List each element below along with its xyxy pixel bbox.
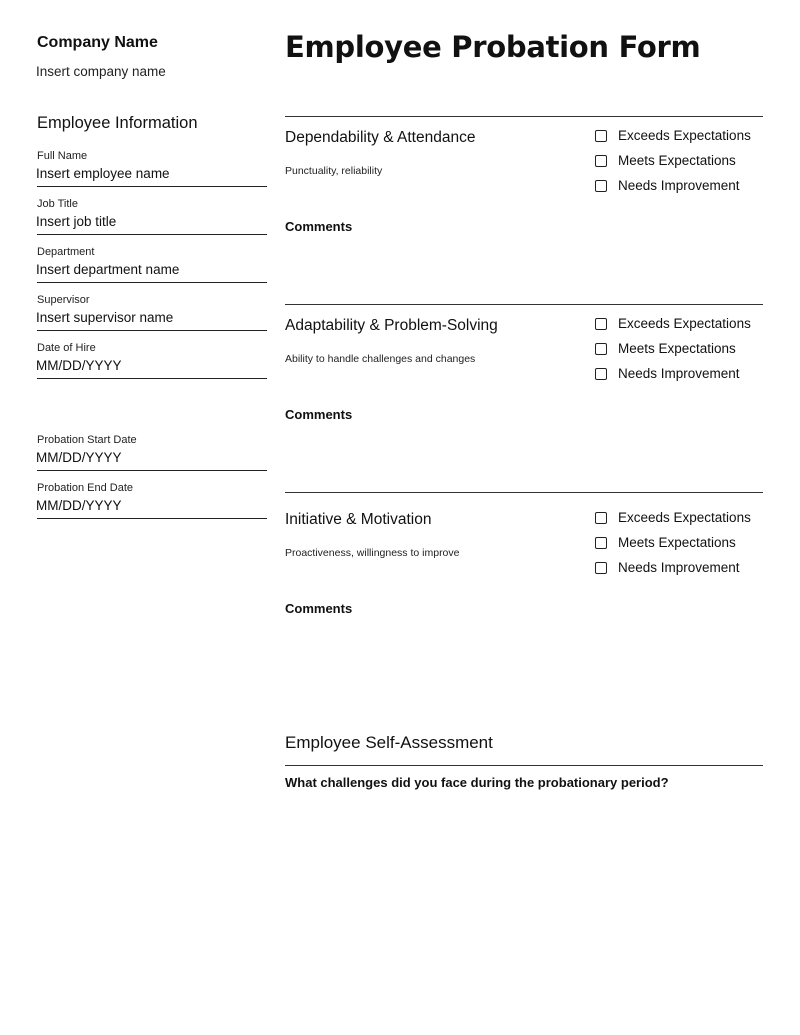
checkbox[interactable] [595,562,607,574]
field-probation-start-date [37,434,267,478]
field-job-title [37,198,267,242]
section-title: Initiative & Motivation [285,511,432,528]
field-date-of-hire [37,342,267,386]
option-label: Needs Improvement [618,178,740,193]
section-adaptability-problem-solving [285,304,763,484]
probation-start-date-input[interactable]: MM/DD/YYYY [36,450,122,465]
self-assessment-question: What challenges did you face during the probationary period? [285,775,669,790]
section-description: Ability to handle challenges and changes [285,353,476,365]
probation-start-date-label: Probation Start Date [37,434,137,446]
checkbox[interactable] [595,130,607,142]
date-of-hire-label: Date of Hire [37,342,96,354]
option-label: Meets Expectations [618,535,736,550]
full-name-label: Full Name [37,150,88,162]
field-full-name [37,150,267,194]
date-of-hire-input[interactable]: MM/DD/YYYY [36,358,122,373]
option-label: Needs Improvement [618,560,740,575]
company-name-heading: Company Name [37,34,158,51]
section-dependability-attendance [285,116,763,296]
section-divider [285,116,763,117]
checkbox[interactable] [595,155,607,167]
section-title: Dependability & Attendance [285,129,476,146]
option-label: Exceeds Expectations [618,316,751,331]
field-underline [37,330,267,331]
section-initiative-motivation [285,492,763,672]
field-underline [37,470,267,471]
field-underline [37,378,267,379]
supervisor-input[interactable]: Insert supervisor name [36,310,174,325]
checkbox[interactable] [595,180,607,192]
field-department [37,246,267,290]
option-label: Exceeds Expectations [618,510,751,525]
option-label: Meets Expectations [618,153,736,168]
full-name-input[interactable]: Insert employee name [36,166,170,181]
section-divider [285,304,763,305]
field-probation-end-date [37,482,267,526]
supervisor-label: Supervisor [37,294,90,306]
section-description: Punctuality, reliability [285,165,383,177]
company-name-value[interactable]: Insert company name [36,64,166,79]
checkbox[interactable] [595,537,607,549]
department-input[interactable]: Insert department name [36,262,180,277]
field-underline [37,282,267,283]
comments-label: Comments [285,407,353,422]
probation-end-date-input[interactable]: MM/DD/YYYY [36,498,122,513]
section-divider [285,765,763,766]
probation-end-date-label: Probation End Date [37,482,134,494]
comments-label: Comments [285,219,353,234]
checkbox[interactable] [595,368,607,380]
option-label: Meets Expectations [618,341,736,356]
employee-information-heading: Employee Information [37,114,198,132]
checkbox[interactable] [595,343,607,355]
option-label: Exceeds Expectations [618,128,751,143]
job-title-input[interactable]: Insert job title [36,214,117,229]
section-divider [285,492,763,493]
form-title: Employee Probation Form [285,30,701,64]
option-label: Needs Improvement [618,366,740,381]
section-title: Adaptability & Problem-Solving [285,317,498,334]
field-supervisor [37,294,267,338]
checkbox[interactable] [595,318,607,330]
department-label: Department [37,246,95,258]
job-title-label: Job Title [37,198,78,210]
comments-label: Comments [285,601,353,616]
section-description: Proactiveness, willingness to improve [285,547,460,559]
field-underline [37,234,267,235]
field-underline [37,186,267,187]
field-underline [37,518,267,519]
checkbox[interactable] [595,512,607,524]
self-assessment-heading: Employee Self-Assessment [285,733,493,752]
